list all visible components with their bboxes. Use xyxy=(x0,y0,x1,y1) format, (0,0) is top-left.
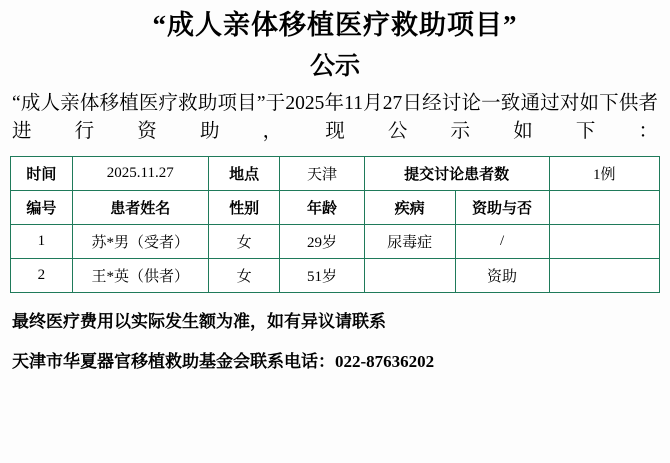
place-label: 地点 xyxy=(208,157,279,191)
cell-funded: / xyxy=(455,225,549,259)
table-row xyxy=(11,259,660,293)
footer xyxy=(10,309,660,374)
time-label: 时间 xyxy=(11,157,73,191)
discussed-count-value: 1例 xyxy=(549,157,659,191)
page-title: “成人亲体移植医疗救助项目” xyxy=(152,10,518,40)
cell-no: 2 xyxy=(11,259,73,293)
column-header-disease: 疾病 xyxy=(364,191,455,225)
cell-gender: 女 xyxy=(208,225,279,259)
place-value: 天津 xyxy=(280,157,364,191)
table-row-headers xyxy=(11,191,660,225)
intro-paragraph: “成人亲体移植医疗救助项目”于2025年11月27日经讨论一致通过对如下供者进行资助，现公示如下： xyxy=(12,92,658,142)
cell-age: 29岁 xyxy=(280,225,364,259)
cell-name: 王*英（供者） xyxy=(72,259,208,293)
column-header-gender: 性别 xyxy=(208,191,279,225)
footer-contact: 天津市华夏器官移植救助基金会联系电话：022-87636202 xyxy=(12,351,435,371)
time-value: 2025.11.27 xyxy=(72,157,208,191)
column-header-age: 年龄 xyxy=(280,191,364,225)
cell-name: 苏*男（受者） xyxy=(72,225,208,259)
cell-disease xyxy=(364,259,455,293)
page-subtitle: 公示 xyxy=(309,53,360,81)
cell-disease: 尿毒症 xyxy=(364,225,455,259)
cell-no: 1 xyxy=(11,225,73,259)
cell-blank xyxy=(549,225,659,259)
column-header-blank xyxy=(549,191,659,225)
patients-table xyxy=(10,156,660,293)
column-header-no: 编号 xyxy=(11,191,73,225)
column-header-name: 患者姓名 xyxy=(72,191,208,225)
cell-funded: 资助 xyxy=(455,259,549,293)
table-row xyxy=(11,225,660,259)
cell-gender: 女 xyxy=(208,259,279,293)
column-header-funded: 资助与否 xyxy=(455,191,549,225)
table-row-info xyxy=(11,157,660,191)
footer-note: 最终医疗费用以实际发生额为准，如有异议请联系 xyxy=(12,312,386,332)
cell-blank xyxy=(549,259,659,293)
discussed-count-label: 提交讨论患者数 xyxy=(364,157,549,191)
cell-age: 51岁 xyxy=(280,259,364,293)
